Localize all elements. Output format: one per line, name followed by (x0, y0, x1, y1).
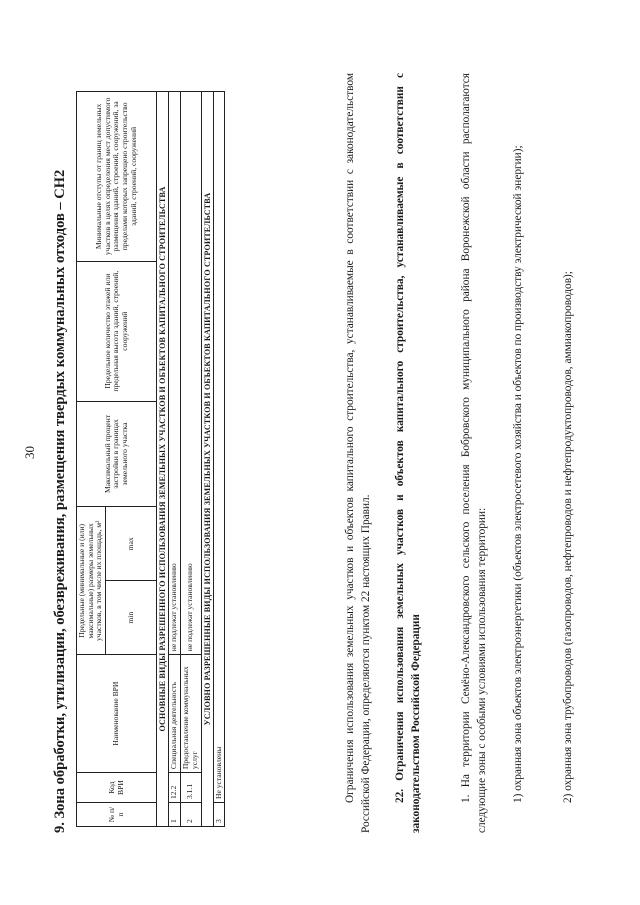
row-code: 12.2 (169, 773, 181, 803)
row-number: 2 (181, 803, 201, 827)
band-conditional-uses: УСЛОВНО РАЗРЕШЕННЫЕ ВИДЫ ИСПОЛЬЗОВАНИЯ ЗЕМЕЛЬНЫХ УЧАСТКОВ И ОБЪЕКТОВ КАПИТАЛЬНОГО СТРОИТЕЛЬСТВА (201, 92, 213, 827)
row-number: 1 (169, 803, 181, 827)
list-item-1: 1) охранная зона объектов электроэнергетики (объектов электросетевого хозяйства и объектов по производству электрической энергии); (512, 145, 524, 803)
row-name: Предоставление коммунальных услуг (181, 655, 201, 773)
header-code: Код ВРИ (77, 773, 157, 803)
row-value: не подлежат установлению (169, 92, 181, 655)
table-row (169, 92, 181, 827)
table-row (213, 92, 225, 827)
header-name: Наименование ВРИ (77, 655, 157, 773)
row-number: 3 (213, 803, 225, 827)
header-setback: Минимальные отступы от границ земельных участков в целях определения мест допустимого размещения зданий, строений, сооружений, за пределами которых запрещено строительство зданий, строений, сооружений (77, 92, 157, 262)
paragraph-intro: Ограничения использования земельных участков и объектов капитального строительства, устанавливаемые в соответствии с законодательством Российской Федерации, определяются пунктом 22 настоящих Правил. (344, 73, 373, 833)
table-row (181, 92, 201, 827)
band-main-uses: ОСНОВНЫЕ ВИДЫ РАЗРЕШЕННОГО ИСПОЛЬЗОВАНИЯ ЗЕМЕЛЬНЫХ УЧАСТКОВ И ОБЪЕКТОВ КАПИТАЛЬНОГО СТРОИТЕЛЬСТВА (157, 92, 169, 827)
header-max: max (106, 507, 157, 581)
row-value: не подлежат установлению (181, 92, 201, 655)
header-min: min (106, 581, 157, 655)
header-number: № п/п (77, 803, 157, 827)
row-name: Не установлены (213, 92, 225, 803)
paragraph-1: 1. На территории Семёно-Александровского сельского поселения Бобровского муниципального района Воронежской области располагаются следующие зоны с особыми условиями использования территории: (460, 73, 489, 833)
header-floors: Предельное количество этажей или предельная высота зданий, строений, сооружений (77, 261, 157, 401)
list-item-2: 2) охранная зона трубопроводов (газопроводов, нефтепроводов и нефтепродуктопроводов, аммиакопроводов); (562, 271, 574, 803)
section-title: 9. Зона обработки, утилизации, обезвреживания, размещения твердых коммунальных отходов – СН2 (52, 169, 68, 833)
header-plot-size: Предельные (минимальные и (или) максимальные) размеры земельных участков, в том числе их площадь, м² (77, 507, 106, 655)
row-code: 3.1.1 (181, 773, 201, 803)
heading-22: 22. Ограничения использования земельных участков и объектов капитального строительства, устанавливаемые в соответствии с законодательством Российской Федерации (394, 73, 423, 833)
zone-regulations-table (76, 91, 225, 827)
row-name: Специальная деятельность (169, 655, 181, 773)
page-number: 30 (22, 446, 37, 459)
header-max-percent: Максимальный процент застройки в границах земельного участка (77, 401, 157, 507)
